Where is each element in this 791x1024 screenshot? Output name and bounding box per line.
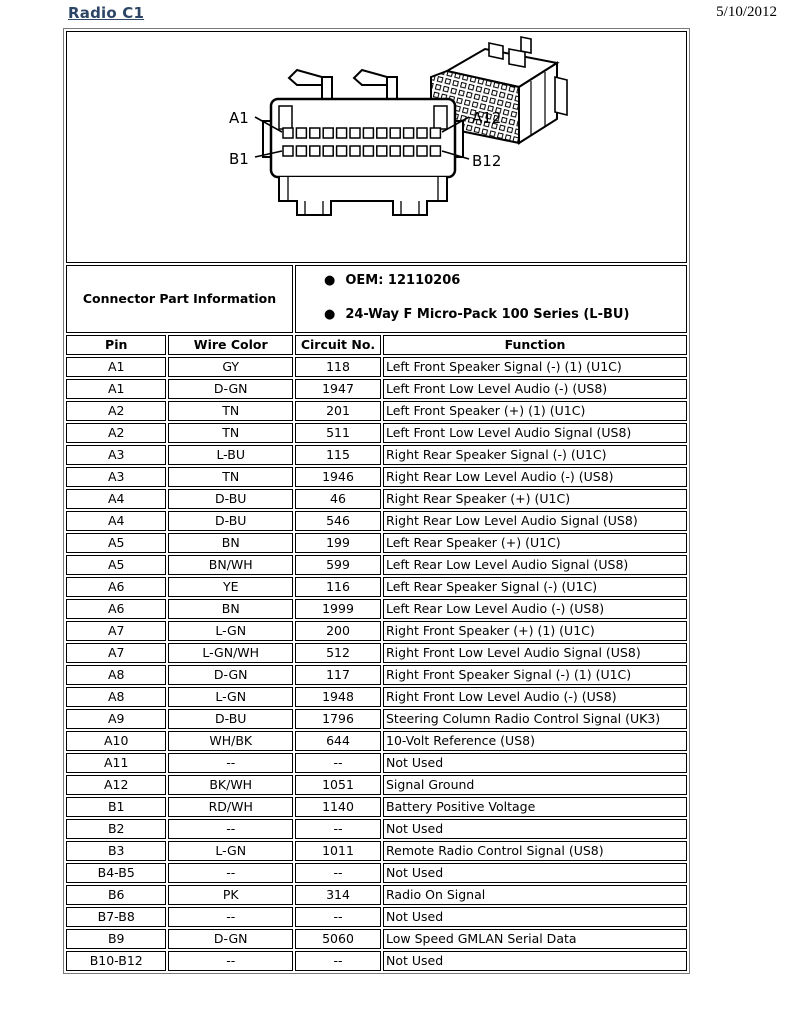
circuit-no-cell: 1999 bbox=[295, 599, 381, 619]
connector-diagram bbox=[69, 33, 684, 257]
table-row bbox=[66, 797, 687, 817]
table-row bbox=[66, 775, 687, 795]
pin-cell: A8 bbox=[66, 665, 166, 685]
function-cell: Left Front Low Level Audio (-) (US8) bbox=[383, 379, 687, 399]
wire-color-cell: PK bbox=[168, 885, 293, 905]
circuit-no-cell: 511 bbox=[295, 423, 381, 443]
table-row bbox=[66, 731, 687, 751]
table-row bbox=[66, 951, 687, 971]
pin-cell: A1 bbox=[66, 379, 166, 399]
wire-color-cell: BN bbox=[168, 599, 293, 619]
function-cell: Radio On Signal bbox=[383, 885, 687, 905]
part-info-row bbox=[66, 265, 687, 333]
circuit-no-cell: 644 bbox=[295, 731, 381, 751]
circuit-no-cell: 1947 bbox=[295, 379, 381, 399]
pin-cell: A11 bbox=[66, 753, 166, 773]
table-row bbox=[66, 423, 687, 443]
pin-cell: A7 bbox=[66, 621, 166, 641]
column-header-wire: Wire Color bbox=[168, 335, 293, 355]
circuit-no-cell: 1011 bbox=[295, 841, 381, 861]
pin-cell: A6 bbox=[66, 577, 166, 597]
circuit-no-cell: 546 bbox=[295, 511, 381, 531]
circuit-no-cell: 5060 bbox=[295, 929, 381, 949]
latch-right bbox=[354, 70, 397, 101]
pin-cell: B9 bbox=[66, 929, 166, 949]
function-cell: Not Used bbox=[383, 907, 687, 927]
pin-cell: A2 bbox=[66, 423, 166, 443]
wire-color-cell: D-GN bbox=[168, 929, 293, 949]
wire-color-cell: -- bbox=[168, 907, 293, 927]
table-row bbox=[66, 379, 687, 399]
wire-color-cell: L-GN bbox=[168, 841, 293, 861]
pin-cell: A4 bbox=[66, 511, 166, 531]
wire-color-cell: BN bbox=[168, 533, 293, 553]
pin-cell: A7 bbox=[66, 643, 166, 663]
pin-label-b12: B12 bbox=[472, 152, 502, 170]
function-cell: Not Used bbox=[383, 753, 687, 773]
circuit-no-cell: 1948 bbox=[295, 687, 381, 707]
table-row bbox=[66, 863, 687, 883]
function-cell: Left Rear Speaker Signal (-) (U1C) bbox=[383, 577, 687, 597]
function-cell: Right Front Low Level Audio Signal (US8) bbox=[383, 643, 687, 663]
pin-cell: A8 bbox=[66, 687, 166, 707]
wire-color-cell: L-GN/WH bbox=[168, 643, 293, 663]
table-row bbox=[66, 665, 687, 685]
circuit-no-cell: -- bbox=[295, 753, 381, 773]
part-info-bullet-series: ● 24-Way F Micro-Pack 100 Series (L-BU) bbox=[324, 307, 630, 322]
circuit-no-cell: 1796 bbox=[295, 709, 381, 729]
table-row bbox=[66, 357, 687, 377]
pin-cell: A3 bbox=[66, 467, 166, 487]
wire-color-cell: -- bbox=[168, 819, 293, 839]
table-row bbox=[66, 577, 687, 597]
table-row bbox=[66, 929, 687, 949]
function-cell: Signal Ground bbox=[383, 775, 687, 795]
column-header-function: Function bbox=[383, 335, 687, 355]
pin-cell: B10-B12 bbox=[66, 951, 166, 971]
diagram-row bbox=[66, 31, 687, 263]
page-header bbox=[68, 4, 777, 22]
wire-color-cell: TN bbox=[168, 467, 293, 487]
table-row bbox=[66, 819, 687, 839]
wire-color-cell: D-BU bbox=[168, 511, 293, 531]
function-cell: Right Rear Low Level Audio Signal (US8) bbox=[383, 511, 687, 531]
wire-color-cell: TN bbox=[168, 423, 293, 443]
table-header-row bbox=[66, 335, 687, 355]
function-cell: Right Rear Speaker Signal (-) (U1C) bbox=[383, 445, 687, 465]
circuit-no-cell: -- bbox=[295, 907, 381, 927]
pin-cell: A10 bbox=[66, 731, 166, 751]
bullet-icon: ● bbox=[324, 307, 336, 322]
wire-color-cell: BK/WH bbox=[168, 775, 293, 795]
circuit-no-cell: 117 bbox=[295, 665, 381, 685]
pin-label-b1: B1 bbox=[229, 150, 249, 168]
table-row bbox=[66, 709, 687, 729]
pin-label-a1: A1 bbox=[229, 109, 249, 127]
pin-cell: B7-B8 bbox=[66, 907, 166, 927]
wire-color-cell: BN/WH bbox=[168, 555, 293, 575]
pin-cell: A9 bbox=[66, 709, 166, 729]
wire-color-cell: L-BU bbox=[168, 445, 293, 465]
function-cell: Left Rear Low Level Audio Signal (US8) bbox=[383, 555, 687, 575]
pin-cell: B1 bbox=[66, 797, 166, 817]
part-info-bullet-oem: ● OEM: 12110206 bbox=[324, 273, 461, 288]
page-date: 5/10/2012 bbox=[716, 4, 777, 20]
table-row bbox=[66, 511, 687, 531]
function-cell: Left Rear Low Level Audio (-) (US8) bbox=[383, 599, 687, 619]
table-row bbox=[66, 533, 687, 553]
function-cell: Right Rear Speaker (+) (U1C) bbox=[383, 489, 687, 509]
circuit-no-cell: 1140 bbox=[295, 797, 381, 817]
table-row bbox=[66, 643, 687, 663]
table-row bbox=[66, 467, 687, 487]
circuit-no-cell: 599 bbox=[295, 555, 381, 575]
connector-document-table bbox=[63, 28, 690, 974]
function-cell: 10-Volt Reference (US8) bbox=[383, 731, 687, 751]
table-row bbox=[66, 555, 687, 575]
pin-cell: A4 bbox=[66, 489, 166, 509]
pin-cell: A5 bbox=[66, 555, 166, 575]
circuit-no-cell: 200 bbox=[295, 621, 381, 641]
latch-left bbox=[289, 70, 332, 101]
function-cell: Left Rear Speaker (+) (U1C) bbox=[383, 533, 687, 553]
function-cell: Right Rear Low Level Audio (-) (US8) bbox=[383, 467, 687, 487]
connector-diagram-cell bbox=[66, 31, 687, 263]
circuit-no-cell: -- bbox=[295, 819, 381, 839]
table-row bbox=[66, 401, 687, 421]
wire-color-cell: YE bbox=[168, 577, 293, 597]
pin-cell: A2 bbox=[66, 401, 166, 421]
wire-color-cell: -- bbox=[168, 951, 293, 971]
function-cell: Low Speed GMLAN Serial Data bbox=[383, 929, 687, 949]
pin-cell: B6 bbox=[66, 885, 166, 905]
bottom-skirt bbox=[279, 177, 447, 215]
wire-color-cell: D-BU bbox=[168, 489, 293, 509]
pin-cell: A5 bbox=[66, 533, 166, 553]
circuit-no-cell: -- bbox=[295, 863, 381, 883]
function-cell: Not Used bbox=[383, 863, 687, 883]
circuit-no-cell: -- bbox=[295, 951, 381, 971]
function-cell: Not Used bbox=[383, 819, 687, 839]
column-header-circuit: Circuit No. bbox=[295, 335, 381, 355]
table-row bbox=[66, 687, 687, 707]
wire-color-cell: L-GN bbox=[168, 687, 293, 707]
wire-color-cell: L-GN bbox=[168, 621, 293, 641]
table-row bbox=[66, 445, 687, 465]
pin-cell: A1 bbox=[66, 357, 166, 377]
wire-color-cell: -- bbox=[168, 753, 293, 773]
function-cell: Battery Positive Voltage bbox=[383, 797, 687, 817]
wire-color-cell: -- bbox=[168, 863, 293, 883]
pin-cell: B4-B5 bbox=[66, 863, 166, 883]
function-cell: Remote Radio Control Signal (US8) bbox=[383, 841, 687, 861]
function-cell: Right Front Low Level Audio (-) (US8) bbox=[383, 687, 687, 707]
circuit-no-cell: 199 bbox=[295, 533, 381, 553]
circuit-no-cell: 116 bbox=[295, 577, 381, 597]
wire-color-cell: D-GN bbox=[168, 665, 293, 685]
page-title[interactable]: Radio C1 bbox=[68, 4, 145, 22]
pin-cell: A12 bbox=[66, 775, 166, 795]
circuit-no-cell: 1051 bbox=[295, 775, 381, 795]
function-cell: Steering Column Radio Control Signal (UK3) bbox=[383, 709, 687, 729]
table-row bbox=[66, 621, 687, 641]
function-cell: Left Front Speaker (+) (1) (U1C) bbox=[383, 401, 687, 421]
pin-cell: B2 bbox=[66, 819, 166, 839]
pin-cell: B3 bbox=[66, 841, 166, 861]
circuit-no-cell: 118 bbox=[295, 357, 381, 377]
circuit-no-cell: 512 bbox=[295, 643, 381, 663]
function-cell: Right Front Speaker (+) (1) (U1C) bbox=[383, 621, 687, 641]
column-header-pin: Pin bbox=[66, 335, 166, 355]
part-info-label: Connector Part Information bbox=[66, 265, 293, 333]
wire-color-cell: D-GN bbox=[168, 379, 293, 399]
table-row bbox=[66, 489, 687, 509]
table-row bbox=[66, 599, 687, 619]
wire-color-cell: GY bbox=[168, 357, 293, 377]
function-cell: Left Front Speaker Signal (-) (1) (U1C) bbox=[383, 357, 687, 377]
pin-cell: A6 bbox=[66, 599, 166, 619]
circuit-no-cell: 314 bbox=[295, 885, 381, 905]
table-row bbox=[66, 907, 687, 927]
table-row bbox=[66, 753, 687, 773]
bullet-icon: ● bbox=[324, 273, 336, 288]
pin-label-a12: A12 bbox=[472, 109, 502, 127]
table-row bbox=[66, 885, 687, 905]
function-cell: Right Front Speaker Signal (-) (1) (U1C) bbox=[383, 665, 687, 685]
pin-cell: A3 bbox=[66, 445, 166, 465]
part-info-details bbox=[295, 265, 687, 333]
wire-color-cell: D-BU bbox=[168, 709, 293, 729]
wire-color-cell: TN bbox=[168, 401, 293, 421]
circuit-no-cell: 115 bbox=[295, 445, 381, 465]
circuit-no-cell: 1946 bbox=[295, 467, 381, 487]
circuit-no-cell: 201 bbox=[295, 401, 381, 421]
table-row bbox=[66, 841, 687, 861]
wire-color-cell: RD/WH bbox=[168, 797, 293, 817]
function-cell: Not Used bbox=[383, 951, 687, 971]
function-cell: Left Front Low Level Audio Signal (US8) bbox=[383, 423, 687, 443]
wire-color-cell: WH/BK bbox=[168, 731, 293, 751]
circuit-no-cell: 46 bbox=[295, 489, 381, 509]
